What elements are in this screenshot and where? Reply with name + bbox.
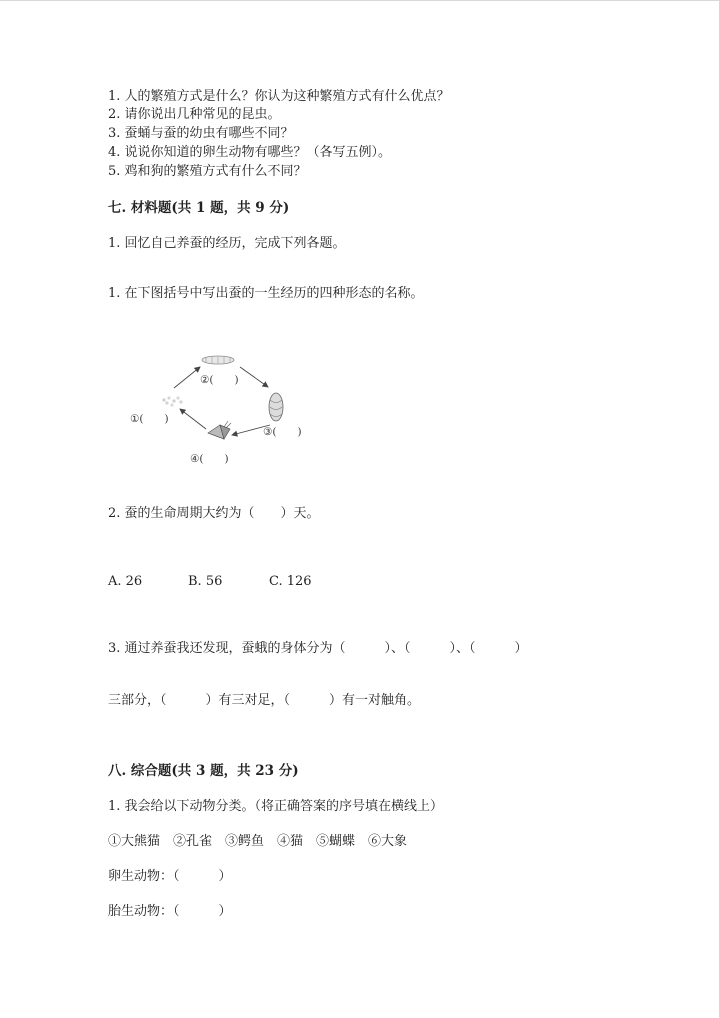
section-7-question-3-line-1: 3. 通过养蚕我还发现，蚕蛾的身体分为（ ）、（ ）、（ ） (108, 641, 528, 656)
eggs-icon (162, 396, 182, 406)
cocoon-icon (269, 393, 283, 421)
option-c: C. 126 (269, 574, 312, 589)
arrow-moth-to-eggs (180, 409, 206, 429)
option-a: A. 26 (108, 574, 143, 589)
section-8-question-1: 1. 我会给以下动物分类。（将正确答案的序号填在横线上） (108, 799, 444, 814)
moth-icon (208, 421, 231, 439)
larva-icon (202, 356, 234, 364)
question-5: 5. 鸡和狗的繁殖方式有什么不同？ (108, 164, 307, 179)
section-7-question-3-line-2: 三部分，（ ）有三对足，（ ）有一对触角。 (108, 693, 421, 708)
diagram-label-2: ②( ) (200, 374, 239, 386)
section-7-question-2: 2. 蚕的生命周期大约为（ ）天。 (108, 506, 320, 521)
question-3: 3. 蚕蛹与蚕的幼虫有哪些不同？ (108, 126, 294, 141)
option-b: B. 56 (188, 574, 223, 589)
diagram-label-3: ③( ) (263, 426, 302, 438)
section-7-title: 七. 材料题(共 1 题，共 9 分) (108, 200, 290, 216)
section-8-title: 八. 综合题(共 3 题，共 23 分) (108, 763, 299, 779)
section-7-question-1: 1. 在下图括号中写出蚕的一生经历的四种形态的名称。 (108, 286, 424, 301)
question-4: 4. 说说你知道的卵生动物有哪些？（各写五例）。 (108, 145, 392, 160)
oviparous-blank: 卵生动物：（ ） (108, 869, 232, 884)
page-border-top (0, 0, 720, 1)
viviparous-blank: 胎生动物：（ ） (108, 904, 232, 919)
animal-list: ①大熊猫 ②孔雀 ③鳄鱼 ④猫 ⑤蝴蝶 ⑥大象 (108, 834, 408, 849)
question-1: 1. 人的繁殖方式是什么？你认为这种繁殖方式有什么优点？ (108, 89, 450, 104)
section-7-intro: 1. 回忆自己养蚕的经历，完成下列各题。 (108, 236, 346, 251)
arrow-larva-to-cocoon (240, 367, 268, 387)
diagram-label-1: ①( ) (130, 413, 169, 425)
question-2: 2. 请你说出几种常见的昆虫。 (108, 107, 281, 122)
diagram-label-4: ④( ) (190, 453, 229, 465)
arrow-eggs-to-larva (174, 367, 200, 388)
silkworm-lifecycle-diagram (120, 345, 340, 475)
